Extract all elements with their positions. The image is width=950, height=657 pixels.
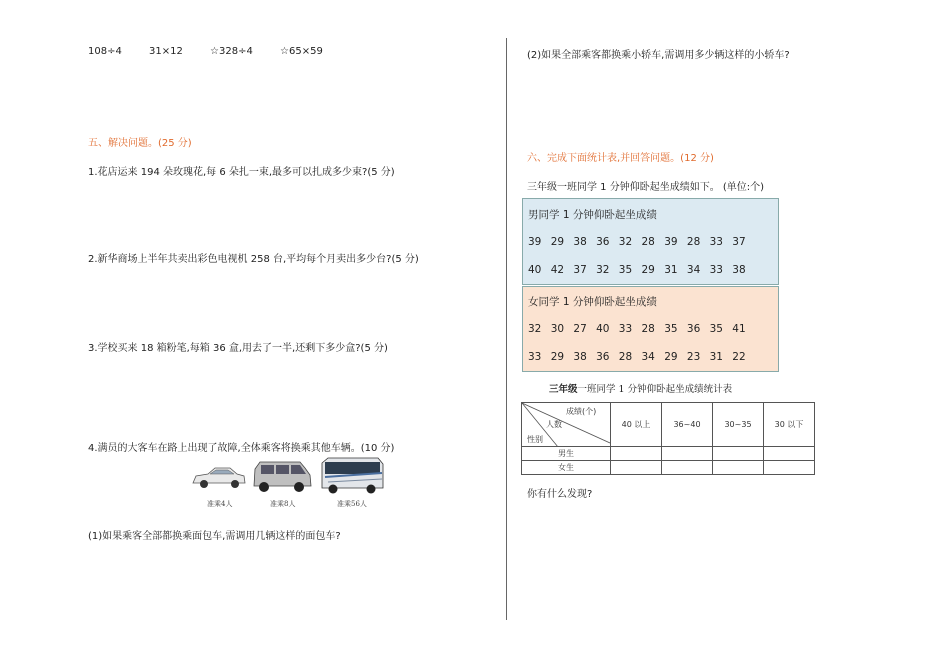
column-header-below-30: 30 以下 — [764, 403, 815, 447]
column-header-36-40: 36~40 — [662, 403, 713, 447]
stats-table — [521, 402, 815, 475]
van-image — [254, 462, 311, 492]
header-score: 成绩(个) — [566, 407, 597, 416]
question-3: 3.学校买来 18 箱粉笔,每箱 36 盒,用去了一半,还剩下多少盒?(5 分) — [88, 343, 388, 354]
girls-title: 女同学 1 分钟仰卧起坐成绩 — [528, 296, 657, 308]
girls-cell-1[interactable] — [611, 461, 662, 475]
question-2: 2.新华商场上半年共卖出彩色电视机 258 台,平均每个月卖出多少台?(5 分) — [88, 254, 419, 265]
calc-item-2: 31×12 — [149, 46, 183, 57]
bus-caption: 准乘56人 — [337, 500, 367, 508]
calc-item-3: ☆328÷4 — [210, 46, 253, 57]
row-label-boys: 男生 — [522, 447, 611, 461]
header-people: 人数 — [546, 420, 562, 429]
van-caption: 准乘8人 — [270, 500, 296, 508]
question-4-part-1: (1)如果乘客全部都换乘面包车,需调用几辆这样的面包车? — [88, 531, 341, 542]
calc-item-4: ☆65×59 — [280, 46, 323, 57]
car-image — [193, 468, 245, 488]
girls-row-1: 32 30 27 40 33 28 35 36 35 41 — [528, 323, 746, 335]
girls-cell-3[interactable] — [713, 461, 764, 475]
girls-row-2: 33 29 38 36 28 34 29 23 31 22 — [528, 351, 746, 363]
question-4-part-2: (2)如果全部乘客都换乘小轿车,需调用多少辆这样的小轿车? — [527, 50, 790, 61]
calc-row — [88, 46, 347, 57]
stats-table-corner — [522, 403, 611, 447]
bus-image — [322, 458, 383, 494]
girls-cell-4[interactable] — [764, 461, 815, 475]
boys-cell-3[interactable] — [713, 447, 764, 461]
header-gender: 性别 — [527, 435, 543, 444]
column-header-30-35: 30~35 — [713, 403, 764, 447]
stats-table-title — [549, 381, 732, 395]
column-divider — [506, 38, 507, 620]
column-header-40-plus: 40 以上 — [611, 403, 662, 447]
car-caption: 准乘4人 — [207, 500, 233, 508]
stats-table-title-rest: 一班同学 1 分钟仰卧起坐成绩统计表 — [577, 384, 733, 395]
question-1: 1.花店运来 194 朵玫瑰花,每 6 朵扎一束,最多可以扎成多少束?(5 分) — [88, 167, 395, 178]
girls-cell-2[interactable] — [662, 461, 713, 475]
boys-title: 男同学 1 分钟仰卧起坐成绩 — [528, 209, 657, 221]
row-label-girls: 女生 — [522, 461, 611, 475]
vehicles-svg — [188, 455, 388, 497]
discovery-question: 你有什么发现? — [527, 489, 593, 500]
boys-cell-1[interactable] — [611, 447, 662, 461]
stats-table-title-bold: 三年级 — [549, 384, 578, 395]
section6-title: 六、完成下面统计表,并回答问题。(12 分) — [527, 153, 714, 164]
boys-data-panel — [522, 198, 779, 285]
boys-cell-4[interactable] — [764, 447, 815, 461]
girls-data-panel — [522, 286, 779, 372]
boys-cell-2[interactable] — [662, 447, 713, 461]
boys-row-1: 39 29 38 36 32 28 39 28 33 37 — [528, 236, 746, 248]
question-4: 4.满员的大客车在路上出现了故障,全体乘客将换乘其他车辆。(10 分) — [88, 443, 395, 454]
section5-title: 五、解决问题。(25 分) — [88, 138, 192, 149]
boys-row-2: 40 42 37 32 35 29 31 34 33 38 — [528, 264, 746, 276]
calc-item-1: 108÷4 — [88, 46, 122, 57]
data-intro: 三年级一班同学 1 分钟仰卧起坐成绩如下。 (单位:个) — [527, 182, 765, 193]
vehicle-illustration — [188, 455, 388, 511]
